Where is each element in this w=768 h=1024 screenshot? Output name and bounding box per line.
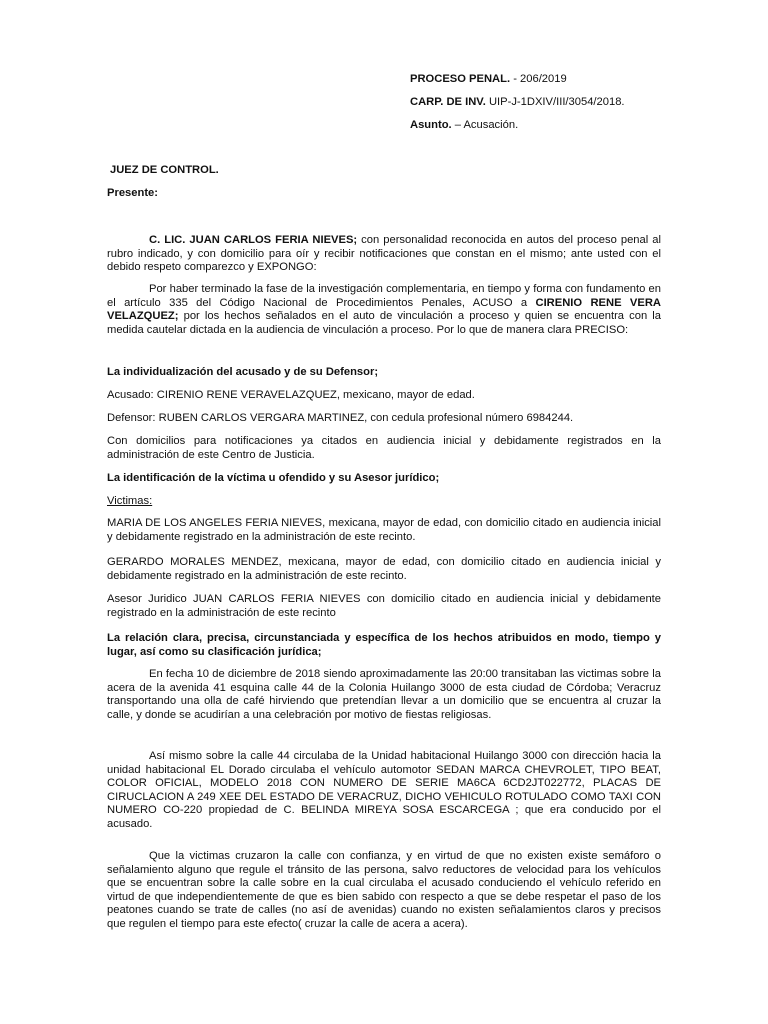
victima-heading: La identificación de la víctima u ofendido y su Asesor jurídico; (107, 472, 440, 484)
hechos-paragraph-3: Que la victimas cruzaron la calle con confianza, y en virtud de que no existen existe semáforo o señalamiento alguno que regule el tránsito de las persona, salvo reductores de velocidad para los vehículos que se encuentran sobre la calle sobre en la cual circulaba el acusado conduciendo el vehículo referido en virtud de que independientemente de que es bien sabido con respecto a que se debe respetar el paso de los peatones cuando se trate de calles (no así de avenidas) cuando no existen señalamientos claros y precisos que regulen el tiempo para este efecto( cruzar la calle de acera a acera). (107, 850, 661, 930)
victim-1-paragraph: MARIA DE LOS ANGELES FERIA NIEVES, mexicana, mayor de edad, con domicilio citado en audiencia inicial y debidamente registrado en la administración de este recinto. (107, 517, 661, 543)
asunto-label: Asunto. (410, 119, 452, 131)
proceso-label: PROCESO PENAL. (410, 73, 511, 85)
individualizacion-heading: La individualización del acusado y de su Defensor; (107, 366, 379, 378)
carpeta-value: UIP-J-1DXIV/III/3054/2018. (485, 96, 625, 108)
carpeta-line (410, 96, 625, 110)
intro-paragraph (107, 234, 661, 275)
carpeta-label: CARP. DE INV. (410, 96, 486, 108)
intro-text: con personalidad reconocida en autos del proceso penal al rubro indicado, y con domicilio para oír y recibir notificaciones que constan en el mismo; ante usted con el debido respeto comparezco y EXPONGO: (107, 234, 661, 274)
hechos-heading: La relación clara, precisa, circunstanciada y específica de los hechos atribuidos en modo, tiempo y lugar, así como su clasificación jurídica; (107, 632, 661, 658)
accused-name: CIRENIO RENE VERA VELAZQUEZ; (107, 296, 662, 323)
asunto-line (410, 119, 518, 133)
asesor-paragraph: Asesor Juridico JUAN CARLOS FERIA NIEVES con domicilio citado en audiencia inicial y debidamente registrado en la administración de este recinto (107, 593, 661, 619)
accusation-text-b: por los hechos señalados en el auto de vinculación a proceso y quien se encuentra con la medida cautelar dictada en la audiencia de vinculación a proceso. Por lo que de manera clara PRECISO: (107, 310, 661, 336)
addressee-title: JUEZ DE CONTROL. (110, 164, 219, 176)
hechos-paragraph-2: Así mismo sobre la calle 44 circulaba de la Unidad habitacional Huilango 3000 con dirección hacia la unidad habitacional EL Dorado circulaba el vehículo automotor SEDAN MARCA CHEVROLET, TIPO BEAT, COLOR OFICIAL, MODELO 2018 CON NUMERO DE SERIE MA6CA 6CD2JT022772, PLACAS DE CIRUCLACION A 249 XEE DEL ESTADO DE VERACRUZ, DICHO VEHICULO ROTULADO COMO TAXI CON NUMERO CO-220 propiedad de C. BELINDA MIREYA SOSA ESCARCEGA ; que era conducido por el acusado. (107, 750, 661, 830)
victim-2-paragraph: GERARDO MORALES MENDEZ, mexicana, mayor de edad, con domicilio citado en audiencia inicial y debidamente registrado en la administración de este recinto. (107, 556, 661, 582)
addressee-presente: Presente: (107, 187, 158, 199)
accused-line: Acusado: CIRENIO RENE VERAVELAZQUEZ, mexicano, mayor de edad. (107, 389, 475, 401)
representative-name: C. LIC. JUAN CARLOS FERIA NIEVES; (149, 234, 358, 246)
accusation-paragraph (107, 283, 661, 337)
defender-line: Defensor: RUBEN CARLOS VERGARA MARTINEZ, con cedula profesional número 6984244. (107, 412, 574, 424)
asunto-value: – Acusación. (451, 119, 519, 131)
domicilios-paragraph: Con domicilios para notificaciones ya citados en audiencia inicial y debidamente registrados en la administración de este Centro de Justicia. (107, 435, 661, 461)
proceso-value: - 206/2019 (510, 73, 567, 85)
proceso-line (410, 73, 567, 87)
victims-label: Victimas: (107, 495, 153, 507)
hechos-paragraph-1: En fecha 10 de diciembre de 2018 siendo aproximadamente las 20:00 transitaban las victimas sobre la acera de la avenida 41 esquina calle 44 de la Colonia Huilango 3000 de esta ciudad de Córdoba; Veracruz transportando una olla de café hirviendo que pretendían llevar a un domicilio que se encuentra al cruzar la calle, y donde se acudirían a una celebración por motivo de fiestas religiosas. (107, 668, 661, 721)
accusation-text-a: Por haber terminado la fase de la investigación complementaria, en tiempo y forma con fundamento en el artículo 335 del Código Nacional de Procedimientos Penales, ACUSO a (107, 283, 661, 309)
